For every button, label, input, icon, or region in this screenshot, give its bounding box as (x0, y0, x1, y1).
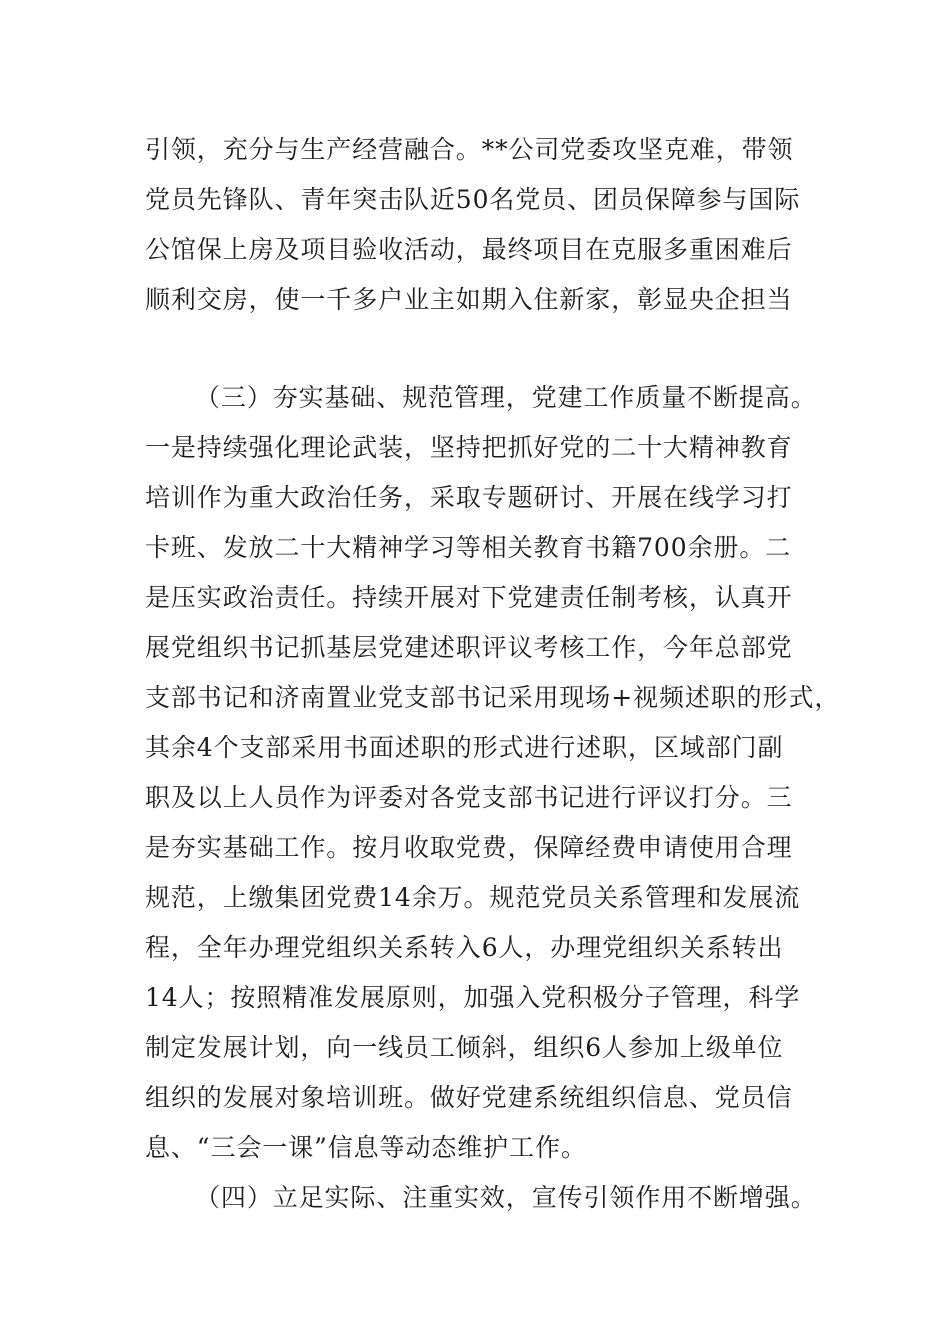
text-line: 引领，充分与生产经营融合。**公司党委攻坚克难，带领 (145, 135, 794, 164)
section-heading: （四）立足实际、注重实效，宣传引领作用不断增强。 (195, 1183, 817, 1212)
text-line: 职及以上人员作为评委对各党支部书记进行评议打分。三 (145, 783, 793, 812)
text-line: 14人；按照精准发展原则，加强入党积极分子管理，科学 (145, 983, 801, 1012)
text-line: 党员先锋队、青年突击队近50名党员、团员保障参与国际 (145, 185, 801, 214)
text-line: 顺利交房，使一千多户业主如期入住新家，彰显央企担当 (145, 285, 793, 314)
text-line: 是夯实基础工作。按月收取党费，保障经费申请使用合理 (145, 833, 793, 862)
text-line: 制定发展计划，向一线员工倾斜，组织6人参加上级单位 (145, 1033, 784, 1062)
text-line: 是压实政治责任。持续开展对下党建责任制考核，认真开 (145, 583, 793, 612)
text-line: 程，全年办理党组织关系转入6人，办理党组织关系转出 (145, 933, 784, 962)
text-line: 组织的发展对象培训班。做好党建系统组织信息、党员信 (145, 1083, 793, 1112)
text-line: 规范，上缴集团党费14余万。规范党员关系管理和发展流 (145, 883, 801, 912)
text-line: 卡班、发放二十大精神学习等相关教育书籍700余册。二 (145, 533, 792, 562)
text-line: 公馆保上房及项目验收活动，最终项目在克服多重困难后 (145, 235, 793, 264)
text-line: 培训作为重大政治任务，采取专题研讨、开展在线学习打 (145, 483, 793, 512)
text-line: 息、“三会一课”信息等动态维护工作。 (145, 1133, 587, 1162)
section-heading: （三）夯实基础、规范管理，党建工作质量不断提高。 (195, 383, 817, 412)
text-line: 一是持续强化理论武装，坚持把抓好党的二十大精神教育 (145, 433, 793, 462)
text-line: 支部书记和济南置业党支部书记采用现场+视频述职的形式， (145, 683, 841, 712)
text-line: 其余4个支部采用书面述职的形式进行述职，区域部门副 (145, 733, 784, 762)
text-line: 展党组织书记抓基层党建述职评议考核工作，今年总部党 (145, 633, 793, 662)
